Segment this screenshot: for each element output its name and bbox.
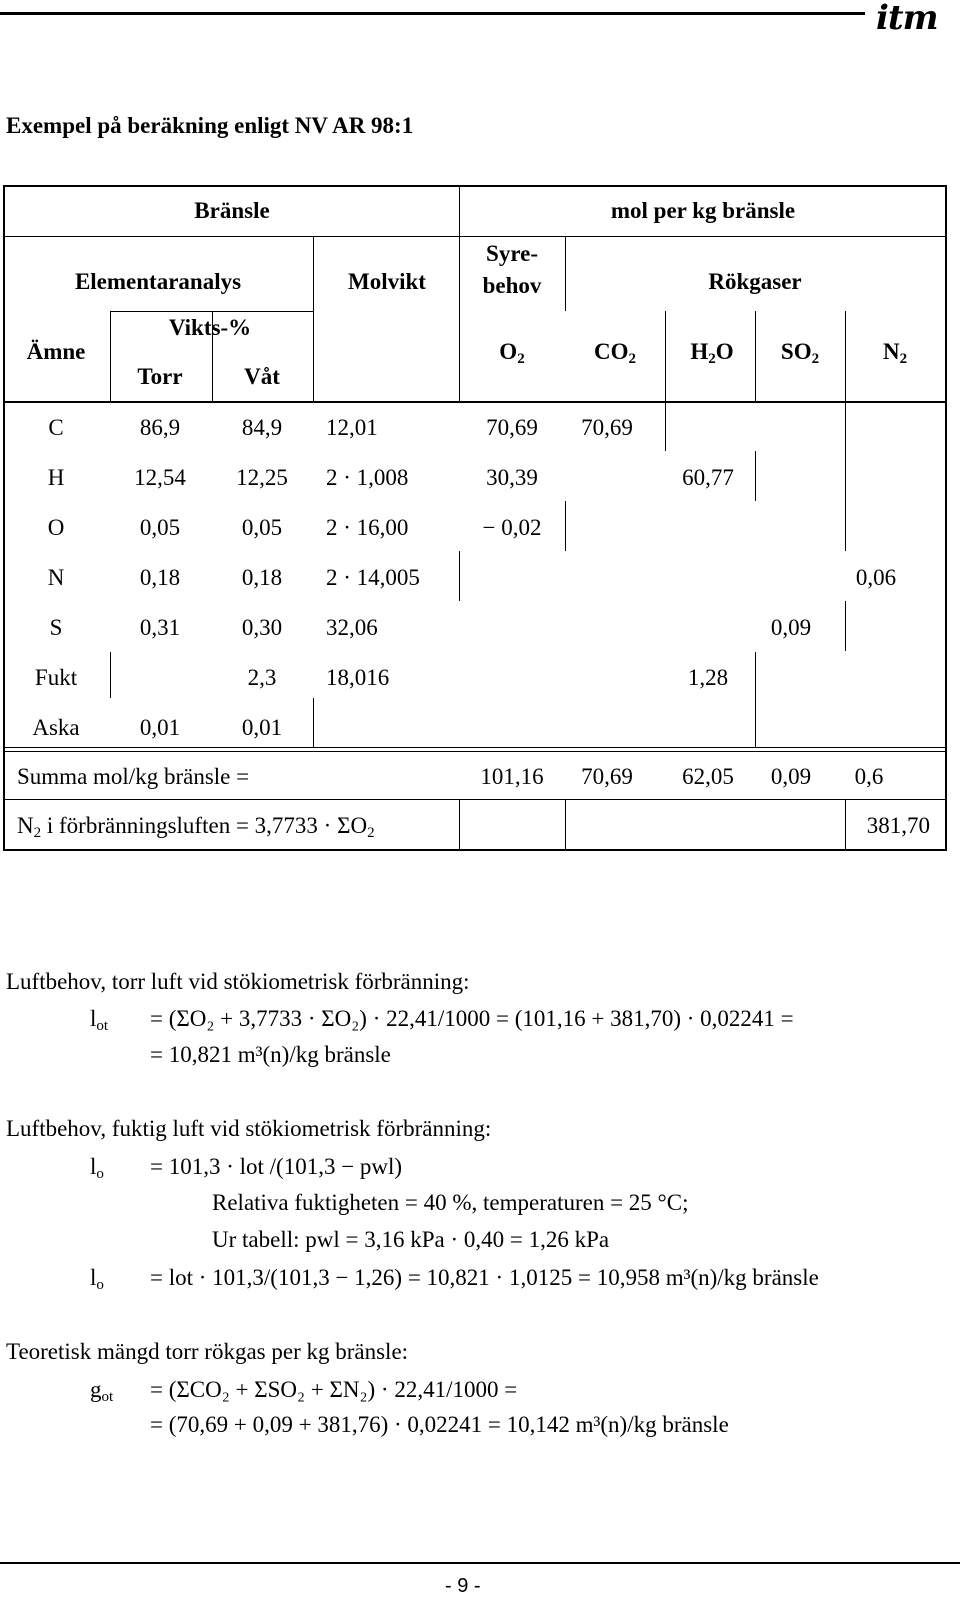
header-syre-1: Syre- [486, 241, 538, 266]
sec2-heading: Luftbehov, fuktig luft vid stökiometrisk förbränning: [6, 1116, 492, 1141]
cell-amne: C [48, 415, 64, 440]
summa-label: Summa mol/kg bränsle = [17, 764, 250, 789]
summa-so2: 0,09 [770, 764, 812, 789]
cell-torr: 86,9 [139, 415, 181, 440]
cell-vat: 0,18 [241, 565, 283, 590]
header-o2: $O_2$ [499, 339, 525, 367]
cell-molvikt: 2 · 1,008 [326, 465, 409, 490]
summa-co2: 70,69 [581, 764, 633, 789]
cell-torr: 0,18 [139, 565, 181, 590]
sec1-heading: Luftbehov, torr luft vid stökiometrisk förbränning: [6, 969, 470, 994]
sec2-symbol-1: $l_o$ [90, 1154, 104, 1182]
cell-n2: 0,06 [855, 565, 897, 590]
header-bransle: Bränsle [194, 198, 270, 223]
header-rokgaser: Rökgaser [708, 269, 802, 294]
header-amne: Ämne [26, 339, 86, 364]
cell-molvikt: 18,016 [326, 665, 390, 690]
cell-molvikt: 2 · 16,00 [326, 515, 409, 540]
sec3-line2: = (70,69 + 0,09 + 381,76) · 0,02241 = 10,142 m³(n)/kg bränsle [150, 1412, 729, 1437]
sec1-line1: = (ΣO₂ + 3,7733 · ΣO₂) · 22,41/1000 = (101,16 + 381,70) · 0,02241 = [150, 1006, 794, 1031]
cell-vat: 0,30 [241, 615, 283, 640]
header-vat: Våt [244, 364, 280, 389]
cell-amne: H [47, 465, 65, 490]
sec2-line3: Ur tabell: pwl = 3,16 kPa · 0,40 = 1,26 kPa [212, 1227, 610, 1252]
cell-amne: S [49, 615, 63, 640]
header-so2: $SO_2$ [780, 339, 820, 367]
cell-so2: 0,09 [770, 615, 812, 640]
header-syre-2: behov [482, 273, 542, 298]
page-title: Exempel på beräkning enligt NV AR 98:1 [6, 113, 414, 138]
cell-molvikt: 2 · 14,005 [326, 565, 420, 590]
cell-vat: 12,25 [236, 465, 288, 490]
cell-torr: 0,05 [139, 515, 181, 540]
cell-h2o: 60,77 [682, 465, 734, 490]
cell-amne: Fukt [34, 665, 78, 690]
summa-h2o: 62,05 [682, 764, 734, 789]
page-number: - 9 - [445, 1575, 481, 1597]
header-vikts: Vikts-% [168, 315, 252, 340]
cell-vat: 2,3 [247, 665, 277, 690]
cell-vat: 0,01 [241, 715, 283, 740]
cell-co2: 70,69 [581, 415, 633, 440]
cell-molvikt: 32,06 [326, 615, 378, 640]
header-torr: Torr [137, 364, 183, 389]
cell-amne: O [47, 515, 65, 540]
sec2-line2: Relativa fuktigheten = 40 %, temperaturen = 25 °C; [212, 1190, 689, 1215]
cell-torr: 0,01 [139, 715, 181, 740]
header-elementaranalys: Elementaranalys [74, 269, 242, 294]
summa-n2: 0,6 [854, 764, 884, 789]
summa-syre: 101,16 [480, 764, 544, 789]
header-mol-per-kg: mol per kg bränsle [610, 198, 796, 223]
cell-vat: 84,9 [241, 415, 283, 440]
itm-logo: itm [876, 0, 938, 38]
footer-rule [0, 1562, 960, 1564]
cell-amne: N [47, 565, 65, 590]
header-rule [0, 12, 865, 15]
header-molvikt: Molvikt [348, 269, 426, 294]
sec2-symbol-2: $l_o$ [90, 1265, 104, 1293]
cell-syre: 70,69 [486, 415, 538, 440]
cell-molvikt: 12,01 [326, 415, 378, 440]
sec2-line1: = 101,3 · lot /(101,3 − pwl) [150, 1154, 403, 1179]
sec3-heading: Teoretisk mängd torr rökgas per kg bränsle: [6, 1339, 409, 1364]
header-co2: $CO_2$ [594, 339, 636, 367]
n2-row-value: 381,70 [866, 813, 930, 838]
sec1-line2: = 10,821 m³(n)/kg bränsle [150, 1042, 391, 1067]
cell-vat: 0,05 [241, 515, 283, 540]
cell-amne: Aska [32, 715, 80, 740]
sec2-line4: = lot · 101,3/(101,3 − 1,26) = 10,821 · 1,0125 = 10,958 m³(n)/kg bränsle [150, 1265, 819, 1290]
sec1-symbol: $l_{ot}$ [90, 1006, 109, 1034]
header-n2: $N_2$ [882, 339, 908, 367]
cell-torr: 0,31 [139, 615, 181, 640]
cell-syre: − 0,02 [482, 515, 542, 540]
cell-torr: 12,54 [134, 465, 186, 490]
cell-syre: 30,39 [486, 465, 538, 490]
header-h2o: $H_2O$ [690, 339, 734, 367]
sec3-symbol: $g_{ot}$ [90, 1377, 114, 1405]
sec3-line1: = (ΣCO₂ + ΣSO₂ + ΣN₂) · 22,41/1000 = [150, 1377, 518, 1402]
n2-row-label: $N_2$ i förbränningsluften = $3,7733 \cdot \Sigma O_2$ [17, 813, 375, 841]
cell-h2o: 1,28 [687, 665, 729, 690]
